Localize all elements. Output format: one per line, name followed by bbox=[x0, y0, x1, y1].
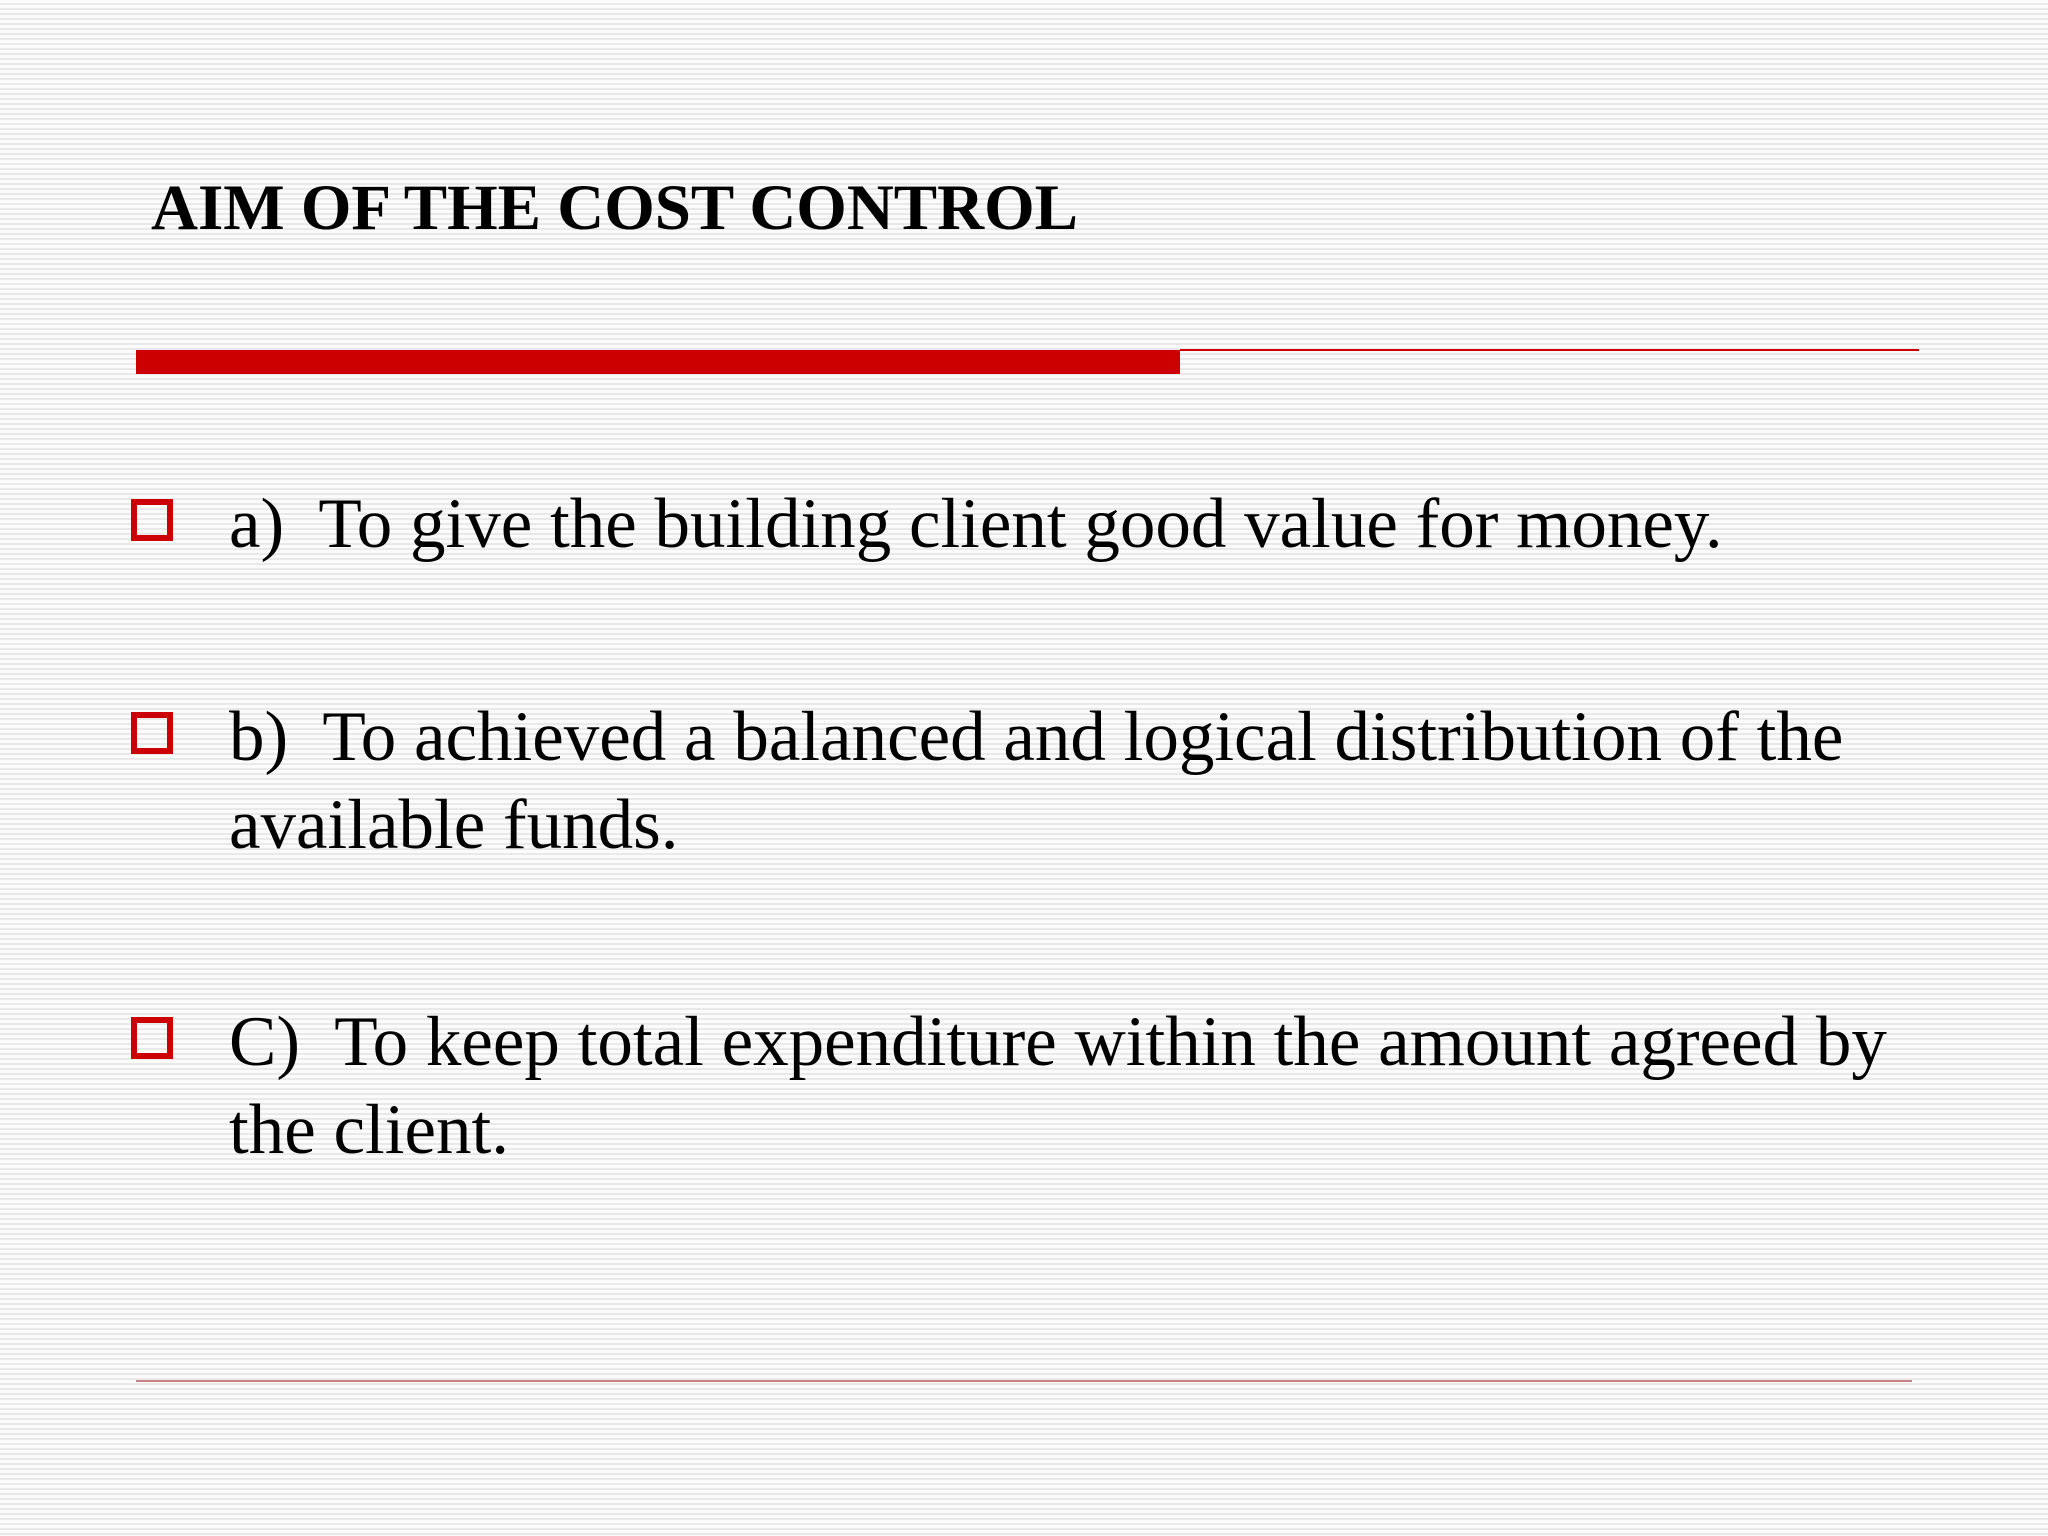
title-underline-thick bbox=[136, 350, 1180, 374]
bullet-text-c: C) To keep total expenditure within the amount agreed by the client. bbox=[229, 1003, 1905, 1169]
bullet-text-b: b) To achieved a balanced and logical distribution of the available funds. bbox=[229, 698, 1862, 864]
bullet-text-a: a) To give the building client good value for money. bbox=[229, 485, 1723, 563]
slide-title: AIM OF THE COST CONTROL bbox=[151, 172, 1079, 244]
square-outline-icon bbox=[131, 712, 173, 754]
title-underline-thin bbox=[1180, 349, 1919, 351]
square-outline-icon bbox=[131, 1017, 173, 1059]
square-outline-icon bbox=[131, 499, 173, 541]
footer-rule bbox=[136, 1380, 1912, 1382]
